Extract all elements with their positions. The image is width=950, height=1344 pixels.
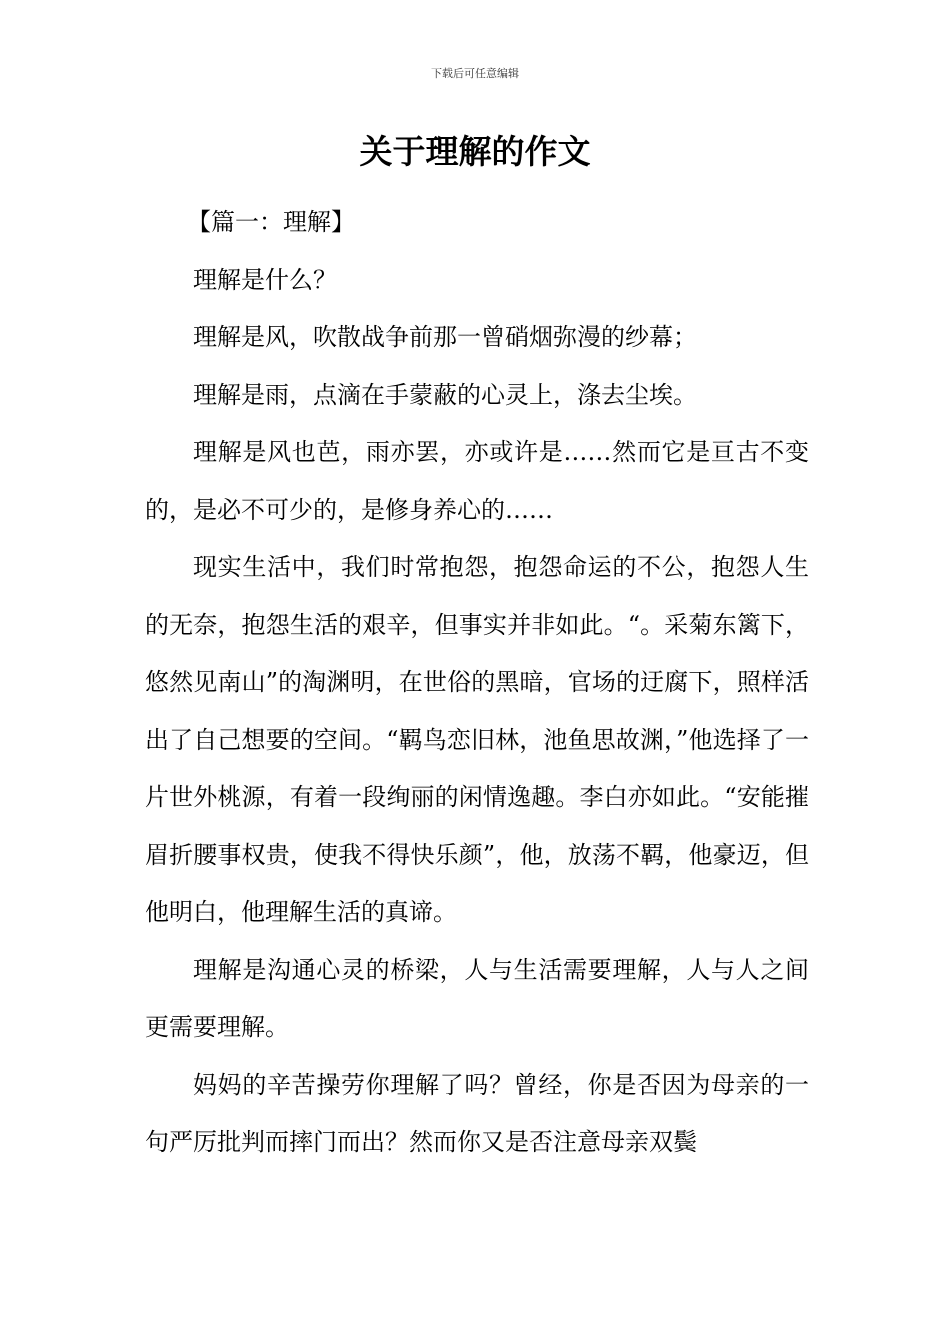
header-note: 下载后可任意编辑 — [431, 67, 519, 80]
paragraph: 理解是风也芭，雨亦罢，亦或许是……然而它是亘古不变的，是必不可少的，是修身养心的…… — [145, 438, 809, 524]
paragraph: 理解是什么？ — [193, 265, 337, 294]
paragraph: 理解是雨，点滴在手蒙蔽的心灵上，涤去尘埃。 — [193, 380, 697, 409]
section-heading: 【篇一：理解】 — [187, 208, 355, 236]
paragraph: 理解是沟通心灵的桥梁，人与生活需要理解，人与人之间更需要理解。 — [145, 955, 809, 1041]
document-body — [145, 194, 809, 1172]
document-title: 关于理解的作文 — [359, 132, 591, 171]
paragraph: 现实生活中，我们时常抱怨，抱怨命运的不公，抱怨人生的无奈，抱怨生活的艰辛，但事实并非如此。“。采菊东篱下，悠然见南山”的淘渊明，在世俗的黑暗，官场的迂腐下，照样活出了自己想要的空间。“羁鸟恋旧林，池鱼思故渊，”他选择了一片世外桃源，有着一段绚丽的闲情逸趣。李白亦如此。“安能摧眉折腰事权贵，使我不得快乐颜”，他，放荡不羁，他豪迈，但他明白，他理解生活的真谛。 — [145, 553, 809, 926]
paragraph: 理解是风，吹散战争前那一曾硝烟弥漫的纱幕； — [193, 323, 697, 351]
paragraph: 妈妈的辛苦操劳你理解了吗？曾经，你是否因为母亲的一句严厉批判而摔门而出？然而你又是否注意母亲双鬓 — [145, 1070, 809, 1156]
